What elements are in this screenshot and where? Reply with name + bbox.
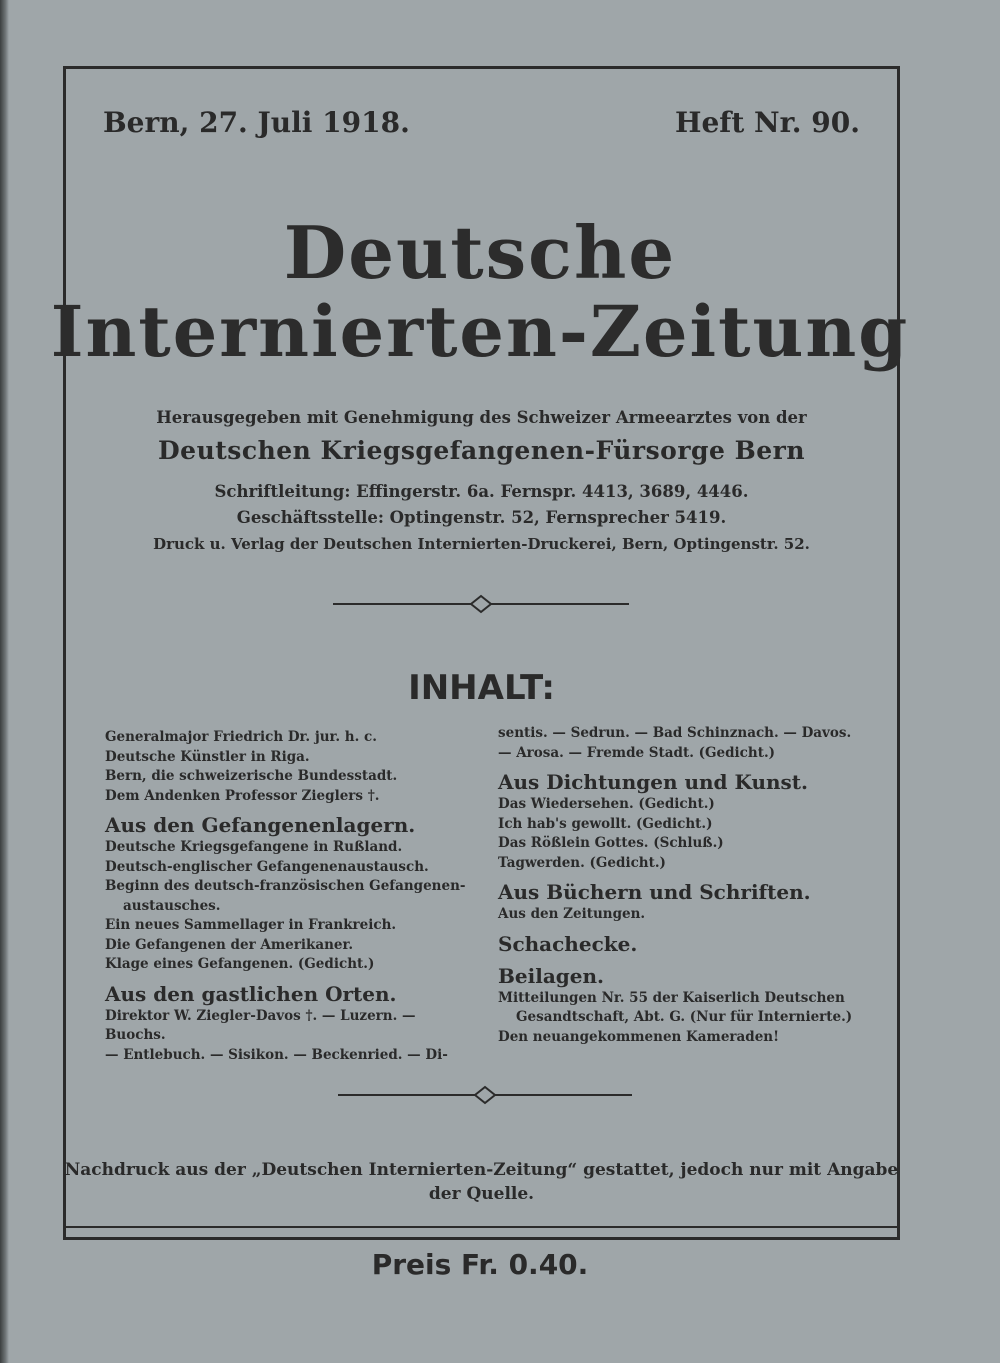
contents-item: Deutsch-englischer Gefangenenaustausch.: [105, 858, 429, 875]
contents-item: — Arosa. — Fremde Stadt. (Gedicht.): [498, 744, 776, 761]
contents-item: Das Rößlein Gottes. (Schluß.): [498, 835, 724, 851]
diamond-ornament-bottom: [338, 1085, 632, 1105]
book-binding-edge: [0, 0, 9, 1363]
diamond-ornament-top: [333, 594, 629, 614]
contents-item: Generalmajor Friedrich Dr. jur. h. c.: [105, 729, 377, 745]
contents-item: Gesandtschaft, Abt. G. (Nur für Internierte.): [516, 1009, 853, 1025]
publisher-line-1: Herausgegeben mit Genehmigung des Schweizer Armeearztes von der: [156, 408, 807, 427]
masthead-line-2: Internierten-Zeitung: [50, 290, 910, 373]
contents-item: Mitteilungen Nr. 55 der Kaiserlich Deutschen: [498, 989, 845, 1006]
contents-item: Den neuangekommenen Kameraden!: [498, 1028, 780, 1045]
contents-item: Beginn des deutsch-französischen Gefangenen-: [105, 878, 466, 894]
contents-item: Das Wiedersehen. (Gedicht.): [498, 796, 715, 812]
contents-item: Direktor W. Ziegler-Davos †. — Luzern. — Buochs.: [105, 1007, 416, 1043]
printer-line: Druck u. Verlag der Deutschen Internierten-Druckerei, Bern, Optingenstr. 52.: [153, 535, 810, 553]
contents-section-heading: Aus Büchern und Schriften.: [498, 880, 811, 904]
contents-section-heading: Aus den Gefangenenlagern.: [105, 813, 416, 837]
contents-item: Deutsche Künstler in Riga.: [105, 748, 310, 765]
contents-item: Die Gefangenen der Amerikaner.: [105, 936, 354, 953]
frame-bottom-rule: [66, 1226, 900, 1228]
publisher-name: Deutschen Kriegsgefangenen-Fürsorge Bern: [157, 436, 805, 465]
contents-item: Aus den Zeitungen.: [498, 906, 646, 922]
contents-item: Dem Andenken Professor Zieglers †.: [105, 787, 380, 804]
contents-section-heading: Beilagen.: [498, 963, 604, 988]
price-label: Preis Fr. 0.40.: [371, 1248, 589, 1281]
contents-item: Ein neues Sammellager in Frankreich.: [105, 917, 397, 933]
contents-item: Ich hab's gewollt. (Gedicht.): [498, 815, 713, 832]
contents-item: Deutsche Kriegsgefangene in Rußland.: [105, 839, 403, 855]
reprint-notice: Nachdruck aus der „Deutschen Internierten-Zeitung“ gestattet, jedoch nur mit Angabe der Quelle.: [64, 1160, 899, 1204]
masthead-line-1: Deutsche: [283, 210, 677, 295]
contents-section-heading: Aus Dichtungen und Kunst.: [498, 770, 808, 794]
contents-item: Bern, die schweizerische Bundesstadt.: [105, 768, 398, 784]
contents-left-column: [105, 728, 475, 1065]
contents-item: sentis. — Sedrun. — Bad Schinznach. — Davos.: [498, 725, 852, 741]
contents-item: Klage eines Gefangenen. (Gedicht.): [105, 956, 375, 972]
contents-item: austausches.: [123, 897, 221, 914]
editorial-address: Schriftleitung: Effingerstr. 6a. Fernspr. 4413, 3689, 4446.: [214, 482, 749, 501]
contents-heading: INHALT:: [408, 668, 555, 708]
contents-section-heading: Aus den gastlichen Orten.: [105, 981, 397, 1006]
contents-item: — Entlebuch. — Sisikon. — Beckenried. — Di-: [105, 1046, 448, 1063]
contents-section-heading: Schachecke.: [498, 931, 638, 956]
issue-number: Heft Nr. 90.: [675, 106, 860, 139]
issue-date: Bern, 27. Juli 1918.: [103, 106, 410, 139]
contents-item: Tagwerden. (Gedicht.): [498, 854, 666, 871]
office-address: Geschäftsstelle: Optingenstr. 52, Fernsprecher 5419.: [236, 508, 727, 527]
contents-right-column: [498, 724, 878, 1047]
